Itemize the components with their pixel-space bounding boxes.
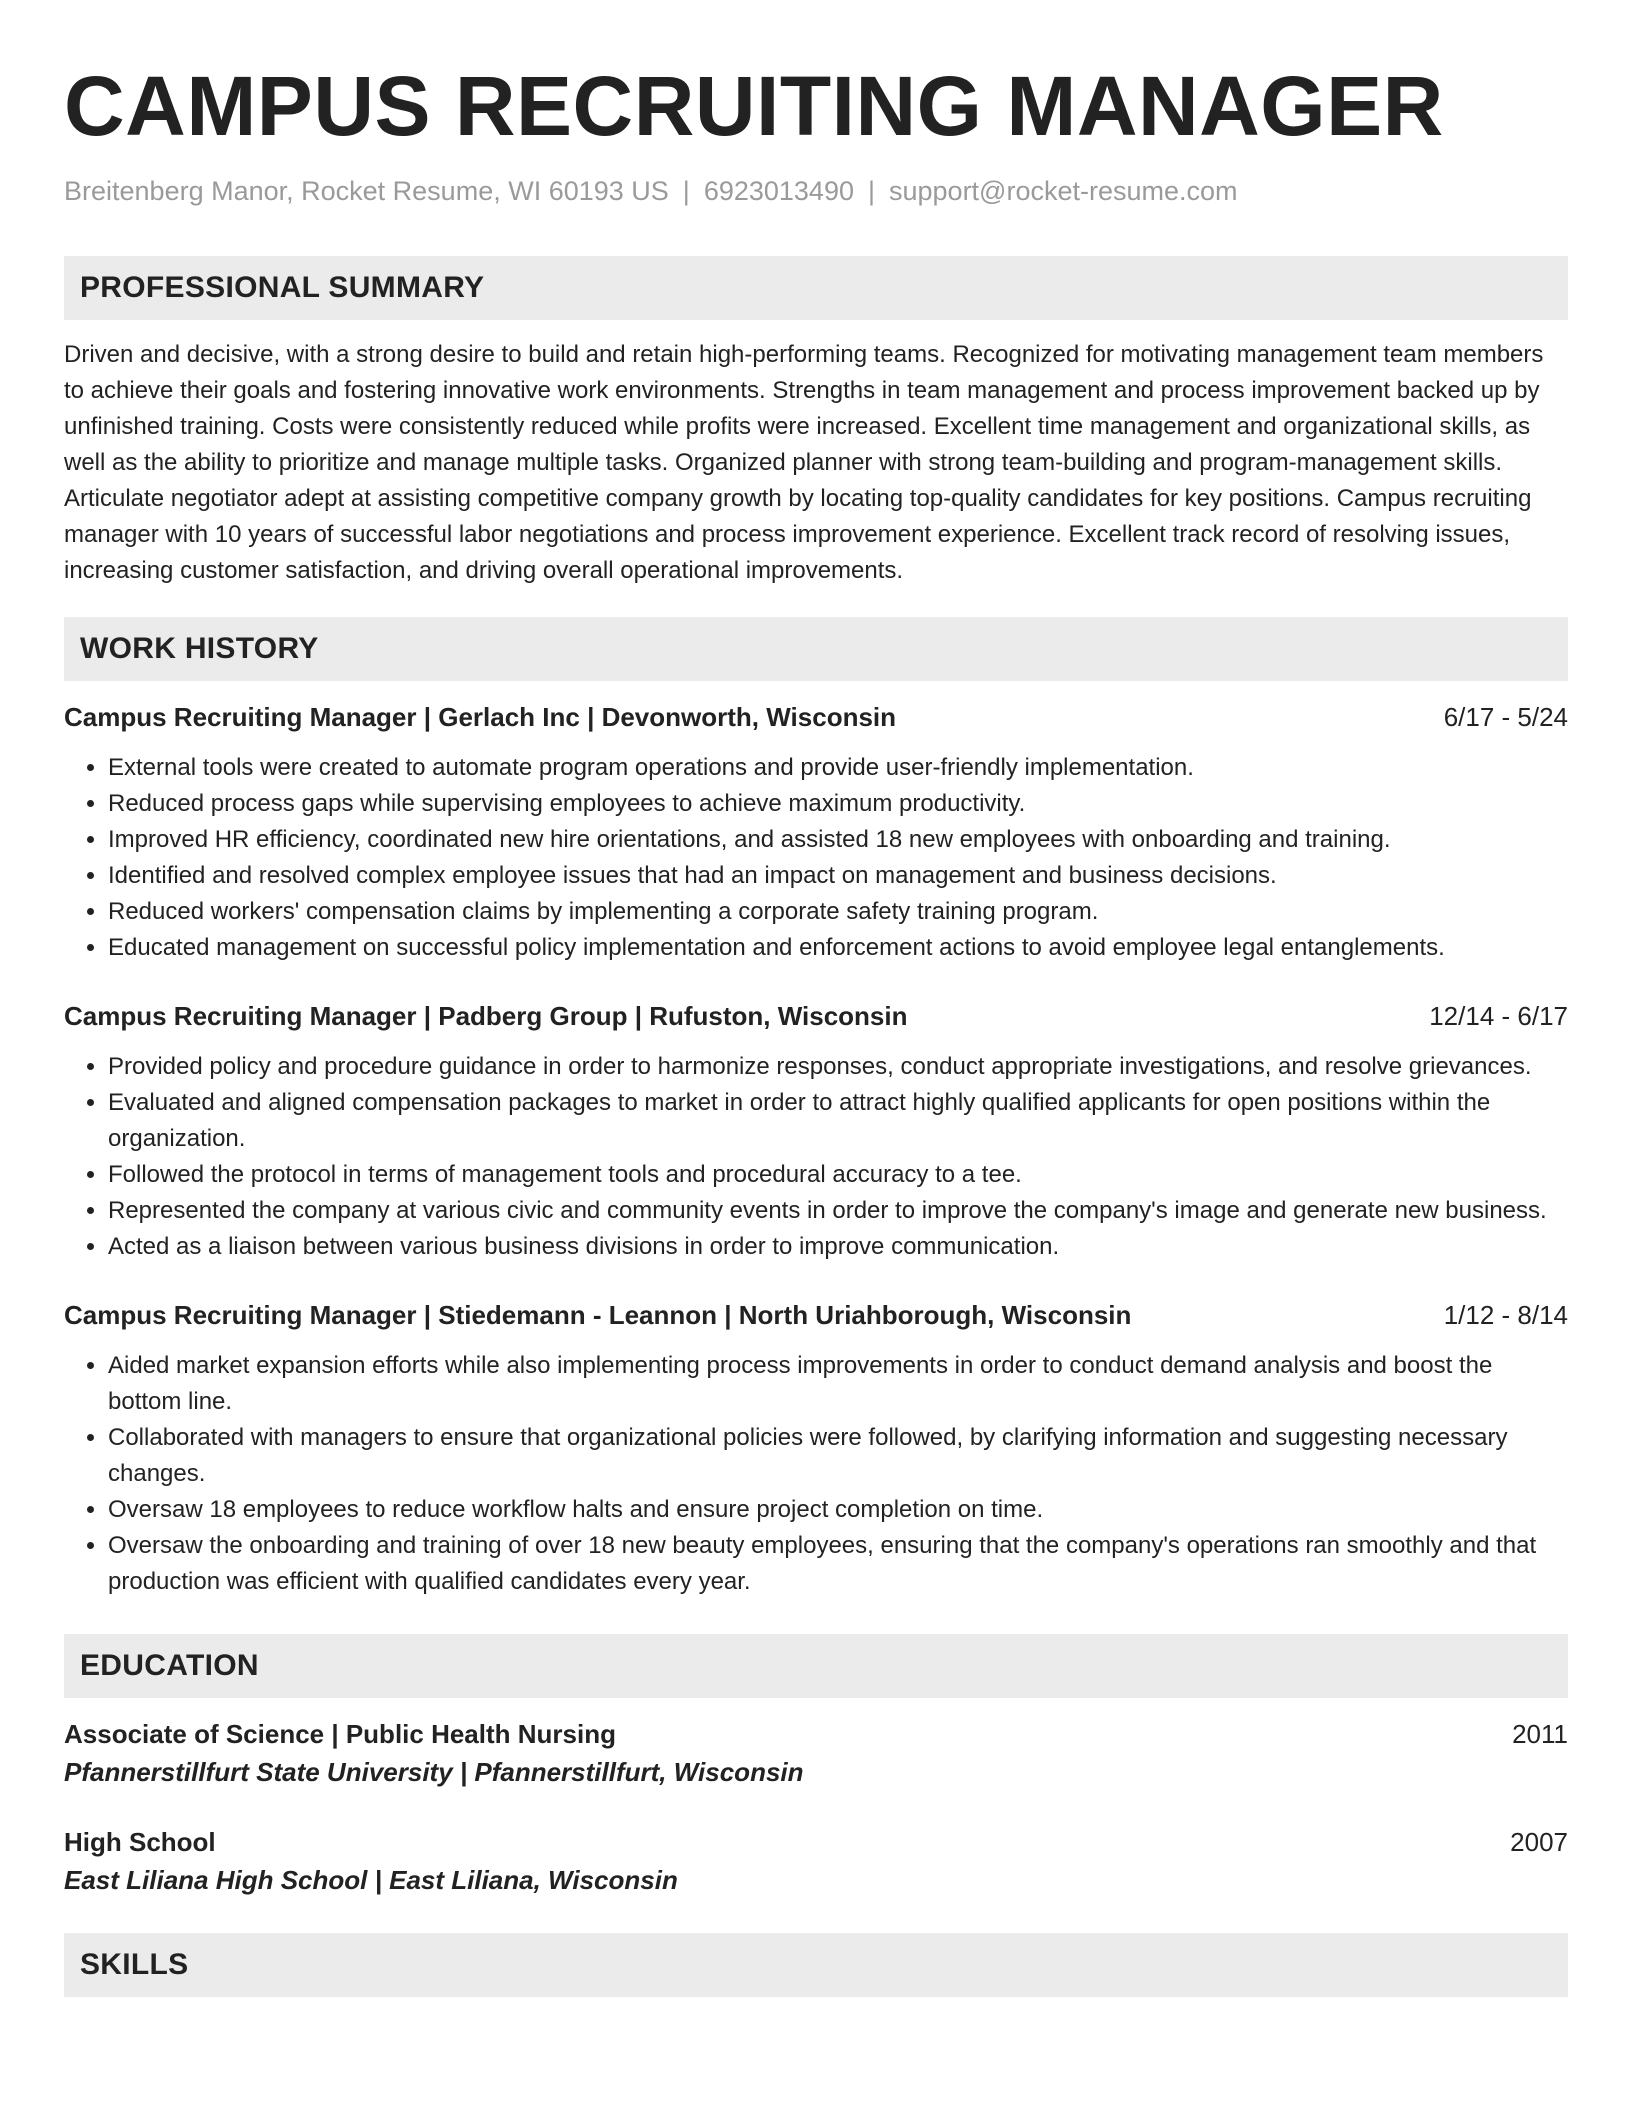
education-header: [64, 1715, 1568, 1753]
job-bullets: [64, 1049, 1568, 1265]
job-bullet: • Represented the company at various civic and community events in order to improve the company's image and generate new business.: [108, 1193, 1568, 1229]
job-bullet: • Acted as a liaison between various business divisions in order to improve communication.: [108, 1229, 1568, 1265]
job-dates: 6/17 - 5/24: [1443, 702, 1568, 732]
education-header: [64, 1823, 1568, 1861]
section-header-skills: SKILLS: [64, 1933, 1568, 1997]
section-header-work-history: WORK HISTORY: [64, 617, 1568, 681]
job-bullet: • Provided policy and procedure guidance in order to harmonize responses, conduct appropriate investigations, and resolve grievances.: [108, 1049, 1568, 1085]
job-bullet: • External tools were created to automate program operations and provide user-friendly implementation.: [108, 750, 1568, 786]
contact-phone: 6923013490: [703, 176, 854, 206]
job-bullet: • Oversaw 18 employees to reduce workflow halts and ensure project completion on time.: [108, 1492, 1568, 1528]
job-bullet: • Reduced process gaps while supervising employees to achieve maximum productivity.: [108, 786, 1568, 822]
job-bullet: • Reduced workers' compensation claims by implementing a corporate safety training program.: [108, 894, 1568, 930]
job-bullet: • Identified and resolved complex employee issues that had an impact on management and business decisions.: [108, 858, 1568, 894]
job-dates: 1/12 - 8/14: [1443, 1300, 1568, 1330]
job-bullet: • Oversaw the onboarding and training of over 18 new beauty employees, ensuring that the company's operations ran smoothly and that production was efficient with qualified candidates every year.: [108, 1528, 1568, 1600]
job-header: [64, 698, 1568, 736]
resume-name: CAMPUS RECRUITING MANAGER: [64, 59, 1444, 153]
section-header-summary: PROFESSIONAL SUMMARY: [64, 256, 1568, 320]
job-bullets: [64, 750, 1568, 966]
contact-separator: |: [682, 176, 690, 206]
job-bullet: • Educated management on successful policy implementation and enforcement actions to avoid employee legal entanglements.: [108, 930, 1568, 966]
education-year: 2011: [1512, 1719, 1568, 1749]
education-school: Pfannerstillfurt State University | Pfannerstillfurt, Wisconsin: [64, 1757, 804, 1787]
job-bullet: • Improved HR efficiency, coordinated new hire orientations, and assisted 18 new employees with onboarding and training.: [108, 822, 1568, 858]
job-title: Campus Recruiting Manager | Padberg Group | Rufuston, Wisconsin: [64, 1001, 908, 1031]
education-entry: [64, 1823, 1568, 1899]
contact-separator: |: [867, 176, 875, 206]
summary-text: Driven and decisive, with a strong desire to build and retain high-performing teams. Recognized for motivating management team members to achieve their goals and fostering innovative work environments. Strengths in team management and process improvement backed up by unfinished training. Costs were consistently reduced while profits were increased. Excellent time management and organizational skills, as well as the ability to prioritize and manage multiple tasks. Organized planner with strong team-building and program-management skills. Articulate negotiator adept at assisting competitive company growth by locating top-quality candidates for key positions. Campus recruiting manager with 10 years of successful labor negotiations and process improvement experience. Excellent track record of resolving issues, increasing customer satisfaction, and driving overall operational improvements.: [64, 341, 1544, 584]
education-school: East Liliana High School | East Liliana, Wisconsin: [64, 1865, 678, 1895]
education-degree: High School: [64, 1827, 216, 1857]
section-header-education: EDUCATION: [64, 1634, 1568, 1698]
job-entry: [64, 997, 1568, 1265]
job-bullet: • Followed the protocol in terms of management tools and procedural accuracy to a tee.: [108, 1157, 1568, 1193]
contact-line: [64, 174, 1568, 208]
job-entry: [64, 1296, 1568, 1600]
contact-email: support@rocket-resume.com: [889, 176, 1238, 206]
job-title: Campus Recruiting Manager | Stiedemann - Leannon | North Uriahborough, Wisconsin: [64, 1300, 1132, 1330]
education-year: 2007: [1510, 1827, 1568, 1857]
contact-address: Breitenberg Manor, Rocket Resume, WI 60193 US: [64, 176, 669, 206]
education-degree: Associate of Science | Public Health Nursing: [64, 1719, 616, 1749]
job-bullets: [64, 1348, 1568, 1600]
job-bullet: • Evaluated and aligned compensation packages to market in order to attract highly qualified applicants for open positions within the organization.: [108, 1085, 1568, 1157]
job-bullet: • Collaborated with managers to ensure that organizational policies were followed, by clarifying information and suggesting necessary changes.: [108, 1420, 1568, 1492]
job-header: [64, 1296, 1568, 1334]
job-entry: [64, 698, 1568, 966]
job-bullet: • Aided market expansion efforts while also implementing process improvements in order to conduct demand analysis and boost the bottom line.: [108, 1348, 1568, 1420]
education-entry: [64, 1715, 1568, 1791]
job-header: [64, 997, 1568, 1035]
job-title: Campus Recruiting Manager | Gerlach Inc | Devonworth, Wisconsin: [64, 702, 897, 732]
job-dates: 12/14 - 6/17: [1429, 1001, 1568, 1031]
